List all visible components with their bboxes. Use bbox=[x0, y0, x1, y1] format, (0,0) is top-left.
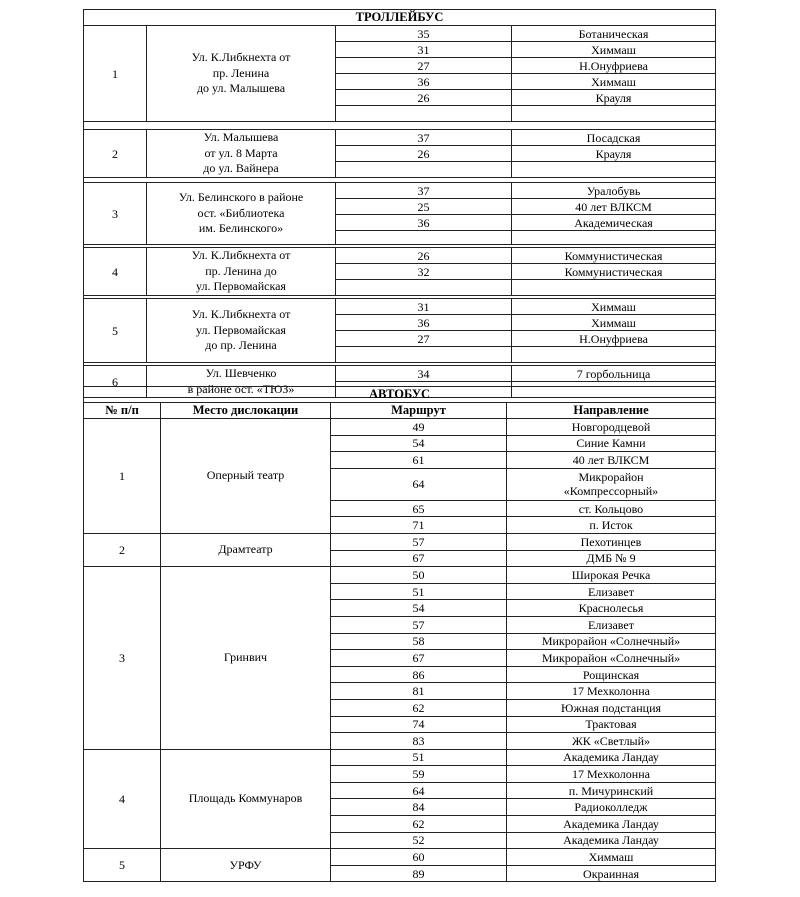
empty-cell bbox=[512, 347, 716, 363]
empty-cell bbox=[512, 280, 716, 296]
route-number: 36 bbox=[336, 74, 512, 90]
group-number: 3 bbox=[84, 567, 161, 750]
dislocation-place: Площадь Коммунаров bbox=[161, 749, 331, 849]
route-number: 49 bbox=[331, 419, 507, 436]
route-number: 26 bbox=[336, 90, 512, 106]
empty-cell bbox=[336, 162, 512, 178]
place-line: Ул. Шевченко bbox=[205, 366, 277, 380]
group-number: 5 bbox=[84, 299, 147, 363]
place-line: им. Белинского» bbox=[198, 221, 284, 236]
route-number: 60 bbox=[331, 849, 507, 866]
route-number: 50 bbox=[331, 567, 507, 584]
route-direction: Микрорайон «Солнечный» bbox=[507, 650, 716, 667]
route-direction: Уралобувь bbox=[512, 183, 716, 199]
empty-cell bbox=[336, 347, 512, 363]
route-number: 36 bbox=[336, 215, 512, 231]
route-direction: 40 лет ВЛКСМ bbox=[507, 452, 716, 469]
route-number: 67 bbox=[331, 650, 507, 667]
route-number: 25 bbox=[336, 199, 512, 215]
route-direction: Елизавет bbox=[507, 616, 716, 633]
route-number: 37 bbox=[336, 183, 512, 199]
header-direction: Направление bbox=[507, 403, 716, 419]
place-line: пр. Ленина до bbox=[205, 263, 277, 278]
route-number: 71 bbox=[331, 517, 507, 534]
route-number: 54 bbox=[331, 435, 507, 452]
route-direction: Химмаш bbox=[512, 315, 716, 331]
empty-cell bbox=[512, 231, 716, 245]
route-number: 51 bbox=[331, 749, 507, 766]
route-direction: Радиоколледж bbox=[507, 799, 716, 816]
route-number: 62 bbox=[331, 816, 507, 833]
route-number: 26 bbox=[336, 146, 512, 162]
route-number: 57 bbox=[331, 533, 507, 550]
table-row bbox=[84, 419, 716, 436]
bus-section-title: АВТОБУС bbox=[84, 387, 716, 403]
route-direction: п. Исток bbox=[507, 517, 716, 534]
table-row bbox=[84, 183, 716, 199]
place-line: пр. Ленина bbox=[212, 65, 270, 80]
route-direction: п. Мичуринский bbox=[507, 782, 716, 799]
route-direction: Академика Ландау bbox=[507, 816, 716, 833]
route-direction: Рощинская bbox=[507, 666, 716, 683]
group-number: 6 bbox=[84, 366, 147, 398]
route-number: 58 bbox=[331, 633, 507, 650]
place-line: до пр. Ленина bbox=[205, 338, 277, 353]
route-number: 64 bbox=[331, 782, 507, 799]
route-number: 62 bbox=[331, 699, 507, 716]
route-direction: Ботаническая bbox=[512, 26, 716, 42]
route-direction: Академика Ландау bbox=[507, 749, 716, 766]
route-direction: Н.Онуфриева bbox=[512, 331, 716, 347]
route-direction: Академическая bbox=[512, 215, 716, 231]
route-direction: Химмаш bbox=[512, 42, 716, 58]
route-number: 81 bbox=[331, 683, 507, 700]
table-row bbox=[84, 26, 716, 42]
dislocation-place: Оперный театр bbox=[161, 419, 331, 534]
route-number: 54 bbox=[331, 600, 507, 617]
route-number: 34 bbox=[336, 366, 512, 382]
route-number: 57 bbox=[331, 616, 507, 633]
route-direction: Академика Ландау bbox=[507, 832, 716, 849]
table-row bbox=[84, 849, 716, 866]
route-direction: Елизавет bbox=[507, 583, 716, 600]
table-row bbox=[84, 130, 716, 146]
route-number: 74 bbox=[331, 716, 507, 733]
empty-cell bbox=[336, 231, 512, 245]
route-number: 35 bbox=[336, 26, 512, 42]
route-direction: Краснолесья bbox=[507, 600, 716, 617]
place-line: Ул. Белинского в районе bbox=[178, 190, 304, 205]
table-row bbox=[84, 749, 716, 766]
route-direction: Новгородцевой bbox=[507, 419, 716, 436]
route-direction: 17 Мехколонна bbox=[507, 683, 716, 700]
route-number: 89 bbox=[331, 865, 507, 882]
route-direction: 17 Мехколонна bbox=[507, 766, 716, 783]
table-row bbox=[84, 366, 716, 382]
route-direction: Микрорайон «Солнечный» bbox=[507, 633, 716, 650]
dislocation-place: УРФУ bbox=[161, 849, 331, 882]
dislocation-place: Гринвич bbox=[161, 567, 331, 750]
group-number: 2 bbox=[84, 130, 147, 178]
route-number: 27 bbox=[336, 331, 512, 347]
place-line: Ул. К.Либкнехта от bbox=[191, 248, 291, 263]
place-line: ост. «Библиотека bbox=[197, 205, 285, 220]
place-line: в районе ост. «ТЮЗ» bbox=[187, 381, 295, 396]
route-number: 31 bbox=[336, 299, 512, 315]
route-number: 65 bbox=[331, 500, 507, 517]
route-number: 84 bbox=[331, 799, 507, 816]
place-line: Ул. К.Либкнехта от bbox=[191, 50, 291, 65]
dislocation-place bbox=[147, 183, 336, 245]
place-line: Ул. Малышева bbox=[203, 130, 279, 145]
group-number: 4 bbox=[84, 248, 147, 296]
route-direction: Микрорайон «Компрессорный» bbox=[507, 468, 716, 500]
route-direction: Химмаш bbox=[512, 299, 716, 315]
route-number: 86 bbox=[331, 666, 507, 683]
place-line: Ул. К.Либкнехта от bbox=[191, 307, 291, 322]
route-number: 83 bbox=[331, 733, 507, 750]
route-number: 27 bbox=[336, 58, 512, 74]
dislocation-place bbox=[147, 130, 336, 178]
table-row bbox=[84, 533, 716, 550]
route-direction: ст. Кольцово bbox=[507, 500, 716, 517]
route-direction: Южная подстанция bbox=[507, 699, 716, 716]
route-direction: Химмаш bbox=[507, 849, 716, 866]
table-row bbox=[84, 567, 716, 584]
route-direction: Коммунистическая bbox=[512, 248, 716, 264]
group-number: 2 bbox=[84, 533, 161, 566]
group-number: 1 bbox=[84, 419, 161, 534]
place-line: ул. Первомайская bbox=[196, 322, 286, 337]
route-direction: Н.Онуфриева bbox=[512, 58, 716, 74]
dislocation-place bbox=[147, 299, 336, 363]
place-line: ул. Первомайская bbox=[196, 279, 286, 294]
route-number: 31 bbox=[336, 42, 512, 58]
header-number: № п/п bbox=[84, 403, 161, 419]
dislocation-place: Драмтеатр bbox=[161, 533, 331, 566]
route-direction: Посадская bbox=[512, 130, 716, 146]
dislocation-place bbox=[147, 26, 336, 122]
route-number: 64 bbox=[331, 468, 507, 500]
empty-cell bbox=[336, 106, 512, 122]
route-direction: Коммунистическая bbox=[512, 264, 716, 280]
header-route: Маршрут bbox=[331, 403, 507, 419]
trolleybus-table bbox=[83, 9, 716, 398]
table-row bbox=[84, 299, 716, 315]
route-number: 67 bbox=[331, 550, 507, 567]
route-direction: 40 лет ВЛКСМ bbox=[512, 199, 716, 215]
empty-cell bbox=[336, 280, 512, 296]
place-line: до ул. Вайнера bbox=[203, 161, 279, 176]
route-direction: Широкая Речка bbox=[507, 567, 716, 584]
table-row bbox=[84, 248, 716, 264]
group-number: 1 bbox=[84, 26, 147, 122]
route-number: 51 bbox=[331, 583, 507, 600]
dislocation-place bbox=[147, 248, 336, 296]
route-direction: Крауля bbox=[512, 90, 716, 106]
route-number: 61 bbox=[331, 452, 507, 469]
bus-table bbox=[83, 386, 716, 882]
route-direction: Трактовая bbox=[507, 716, 716, 733]
group-number: 3 bbox=[84, 183, 147, 245]
route-direction: ДМБ № 9 bbox=[507, 550, 716, 567]
route-number: 36 bbox=[336, 315, 512, 331]
route-direction: ЖК «Светлый» bbox=[507, 733, 716, 750]
trolleybus-section-title: ТРОЛЛЕЙБУС bbox=[84, 10, 716, 26]
route-number: 26 bbox=[336, 248, 512, 264]
empty-cell bbox=[512, 106, 716, 122]
route-direction: Химмаш bbox=[512, 74, 716, 90]
route-direction: Крауля bbox=[512, 146, 716, 162]
route-direction: Пехотинцев bbox=[507, 533, 716, 550]
route-direction: Окраинная bbox=[507, 865, 716, 882]
route-number: 37 bbox=[336, 130, 512, 146]
group-gap bbox=[84, 122, 716, 130]
route-direction: 7 горбольница bbox=[512, 366, 716, 382]
route-number: 32 bbox=[336, 264, 512, 280]
gap-cell bbox=[84, 122, 716, 130]
group-number: 5 bbox=[84, 849, 161, 882]
route-number: 52 bbox=[331, 832, 507, 849]
group-number: 4 bbox=[84, 749, 161, 849]
place-line: от ул. 8 Марта bbox=[204, 145, 278, 160]
header-place: Место дислокации bbox=[161, 403, 331, 419]
place-line: до ул. Малышева bbox=[196, 81, 286, 96]
route-direction: Синие Камни bbox=[507, 435, 716, 452]
empty-cell bbox=[512, 162, 716, 178]
route-number: 59 bbox=[331, 766, 507, 783]
